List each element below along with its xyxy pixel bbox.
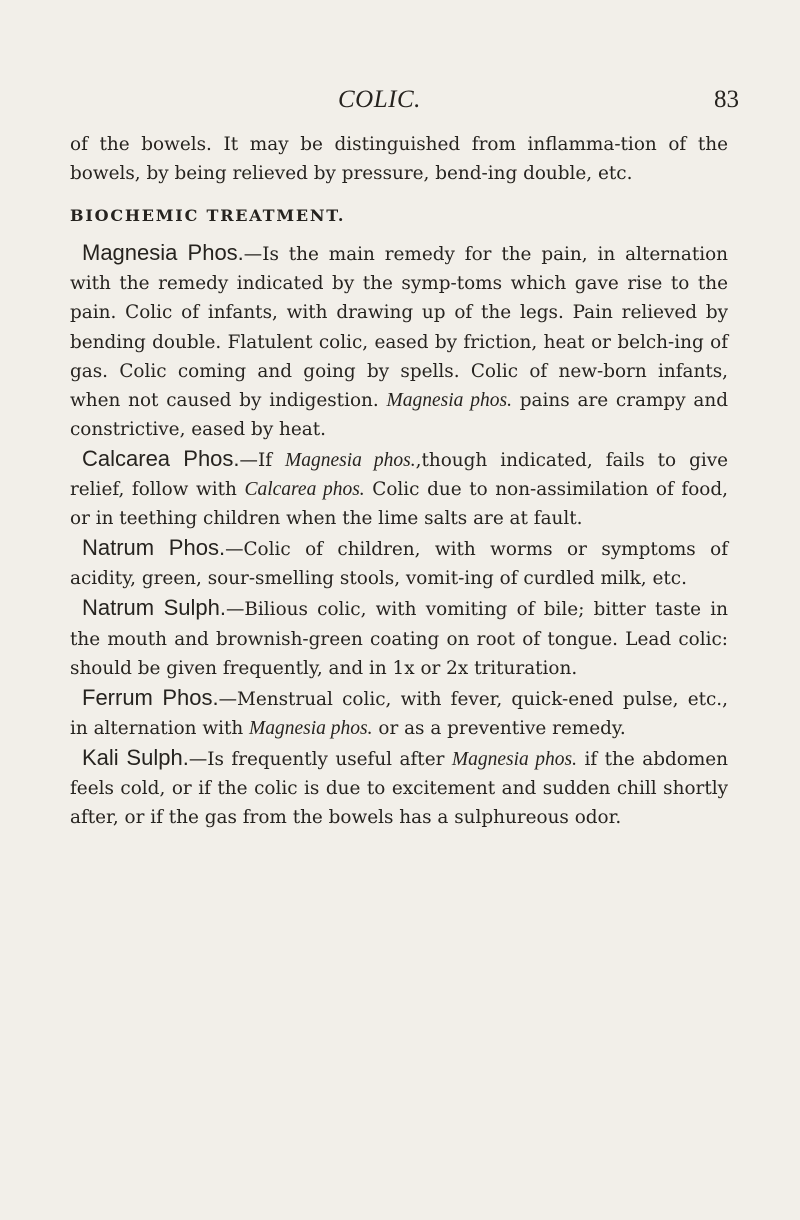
remedy-text: if the abdomen feels cold, or if the colic is due to excitement and sudden chill shortly after, or if the gas from the bowels has a sulphureous odor. <box>70 748 728 829</box>
remedy-text: —Colic of children, with worms or symptoms of acidity, green, sour-smelling stools, vomit-ing of curdled milk, etc. <box>70 539 728 590</box>
remedy-text: —If <box>239 449 285 471</box>
remedy-text: —Is frequently useful after <box>188 748 452 770</box>
remedy-paragraph-ferrum-phos <box>70 683 728 743</box>
remedy-paragraph-magnesia-phos <box>70 238 728 444</box>
remedy-name: Kali Sulph. <box>82 744 189 770</box>
remedy-text: —Bilious colic, with vomiting of bile; bitter taste in the mouth and brownish-green coating on root of tongue. Lead colic: should be given frequently, and in 1x or 2x trituration. <box>70 599 728 679</box>
remedy-text: ,though indicated, fails to give relief, follow with <box>70 449 728 501</box>
remedy-text: Colic due to non-assimilation of food, or in teething children when the lime salts are at fault. <box>70 479 728 530</box>
remedy-text: pains are crampy and constrictive, eased by heat. <box>70 389 728 440</box>
remedy-text: —Is the main remedy for the pain, in alternation with the remedy indicated by the symp-toms which gave rise to the pain. Colic of infants, with drawing up of the legs. Pain relieved by bending double. Flatulent colic, eased by friction, heat or belch-ing of gas. Colic coming and going by spells. Colic of new-born infants, when not caused by indigestion. <box>70 244 729 411</box>
remedy-reference: Calcarea phos. <box>244 479 365 501</box>
remedy-reference: Magnesia phos. <box>249 717 373 739</box>
intro-paragraph: of the bowels. It may be distinguished from inflamma-tion of the bowels, by being relieved by pressure, bend-ing double, etc. <box>70 134 728 185</box>
remedy-text: or as a preventive remedy. <box>372 717 626 739</box>
remedy-name: Magnesia Phos. <box>82 240 244 266</box>
page-number: 83 <box>714 86 739 113</box>
remedy-reference: Magnesia phos. <box>284 449 416 471</box>
running-title: COLIC. <box>338 86 421 113</box>
section-heading: BIOCHEMIC TREATMENT. <box>70 206 346 226</box>
remedy-text: —Menstrual colic, with fever, quick-ened pulse, etc., in alternation with <box>70 688 728 739</box>
remedy-paragraph-calcarea-phos <box>70 444 728 533</box>
remedy-name: Ferrum Phos. <box>82 684 219 710</box>
remedy-reference: Magnesia phos. <box>451 748 577 770</box>
remedy-paragraph-natrum-phos <box>70 533 728 593</box>
remedy-name: Natrum Phos. <box>82 535 226 561</box>
remedy-reference: Magnesia phos. <box>386 389 512 411</box>
remedy-paragraph-natrum-sulph <box>70 593 728 682</box>
remedy-name: Natrum Sulph. <box>82 595 227 621</box>
remedy-paragraph-kali-sulph <box>70 743 728 832</box>
remedy-name: Calcarea Phos. <box>82 445 240 471</box>
body-text <box>70 130 728 832</box>
